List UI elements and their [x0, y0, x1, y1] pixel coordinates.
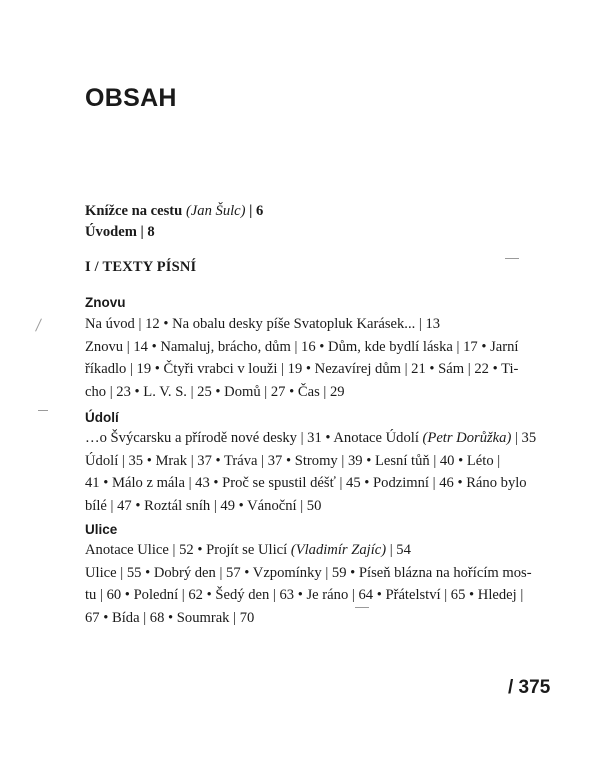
entry-page: | 8: [140, 224, 155, 240]
chapter-list-udoli: [85, 427, 537, 517]
page-title: OBSAH: [85, 84, 177, 112]
toc-line: Anotace Ulice | 52 • Projít se Ulicí (Vladimír Zajíc) | 54: [85, 542, 411, 558]
chapter-list-ulice: [85, 539, 532, 629]
entry-page: | 6: [249, 203, 264, 219]
chapter-heading-znovu: Znovu: [85, 295, 126, 310]
annotation-author: (Vladimír Zajíc): [290, 542, 387, 558]
toc-line: říkadlo | 19 • Čtyři vrabci v louži | 19 • Nezavírej dům | 21 • Sám | 22 • Ti-: [85, 361, 519, 377]
toc-line: Údolí | 35 • Mrak | 37 • Tráva | 37 • Stromy | 39 • Lesní tůň | 40 • Léto |: [85, 452, 501, 469]
toc-entry-foreword: [85, 200, 263, 222]
toc-line: cho | 23 • L. V. S. | 25 • Domů | 27 • Čas | 29: [85, 383, 345, 400]
annotation-author: (Petr Dorůžka): [422, 430, 512, 446]
toc-line: Znovu | 14 • Namaluj, brácho, dům | 16 • Dům, kde bydlí láska | 17 • Jarní: [85, 338, 519, 355]
toc-line: bílé | 47 • Roztál sníh | 49 • Vánoční | 50: [85, 497, 322, 514]
chapter-heading-udoli: Údolí: [85, 410, 119, 425]
toc-line: Na úvod | 12 • Na obalu desky píše Svatopluk Karásek... | 13: [85, 316, 441, 332]
toc-entry-intro: [85, 221, 155, 243]
scan-mark: [355, 607, 369, 608]
chapter-heading-ulice: Ulice: [85, 522, 118, 537]
toc-line: 67 • Bída | 68 • Soumrak | 70: [85, 609, 255, 626]
toc-line: tu | 60 • Polední | 62 • Šedý den | 63 • Je ráno | 64 • Přátelství | 65 • Hledej |: [85, 587, 524, 603]
toc-line: Ulice | 55 • Dobrý den | 57 • Vzpomínky | 59 • Píseň blázna na hořícím mos-: [85, 564, 532, 581]
scan-mark: [505, 258, 519, 259]
entry-label: Úvodem: [85, 224, 137, 240]
section-heading: I / TEXTY PÍSNÍ: [85, 259, 197, 275]
entry-author: (Jan Šulc): [185, 203, 246, 219]
entry-label: Knížce na cestu: [85, 203, 183, 219]
page-number: / 375: [508, 677, 551, 698]
scan-mark: [35, 318, 42, 331]
chapter-list-znovu: [85, 313, 527, 403]
toc-line: …o Švýcarsku a přírodě nové desky | 31 • Anotace Údolí (Petr Dorůžka) | 35: [85, 430, 537, 446]
scan-mark: [38, 410, 48, 411]
toc-line: 41 • Málo z mála | 43 • Proč se spustil déšť | 45 • Podzimní | 46 • Ráno bylo: [85, 475, 527, 491]
